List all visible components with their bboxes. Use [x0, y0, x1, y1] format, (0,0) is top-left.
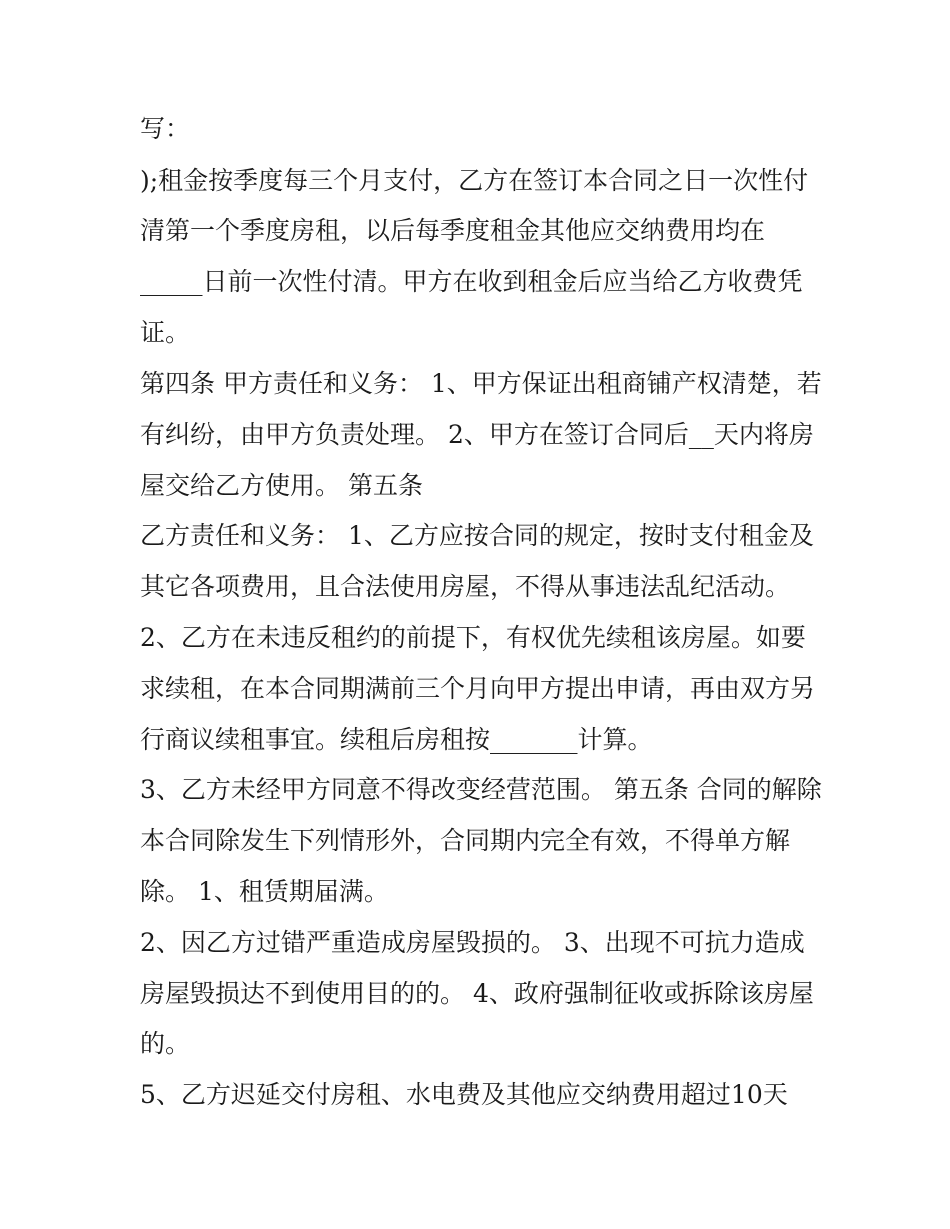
text-line: 的。 — [140, 1029, 191, 1058]
text-line: 本合同除发生下列情形外，合同期内完全有效，不得单方解 — [140, 826, 791, 855]
text-line: 5、乙方迟延交付房租、水电费及其他应交纳费用超过10天 — [140, 1080, 788, 1109]
text-line: 2、乙方在未违反租约的前提下，有权优先续租该房屋。如要 — [140, 623, 806, 652]
text-line: 证。 — [140, 318, 191, 347]
text-line: 除。 1、租赁期届满。 — [140, 877, 389, 906]
text-line: 乙方责任和义务： 1、乙方应按合同的规定，按时支付租金及 — [140, 521, 814, 550]
text-line: 2、因乙方过错严重造成房屋毁损的。 3、出现不可抗力造成 — [140, 928, 805, 957]
text-line: 求续租，在本合同期满前三个月向甲方提出申请，再由双方另 — [140, 674, 816, 703]
text-line: );租金按季度每三个月支付，乙方在签订本合同之日一次性付 — [140, 166, 809, 195]
text-line: 有纠纷，由甲方负责处理。 2、甲方在签订合同后__天内将房 — [140, 420, 814, 449]
text-line: 其它各项费用，且合法使用房屋，不得从事违法乱纪活动。 — [140, 572, 791, 601]
text-line: 3、乙方未经甲方同意不得改变经营范围。 第五条 合同的解除 — [140, 775, 822, 804]
text-line: 第四条 甲方责任和义务： 1、甲方保证出租商铺产权清楚，若 — [140, 369, 822, 398]
text-line: 行商议续租事宜。续租后房租按_______计算。 — [140, 725, 653, 754]
text-line: 写： — [140, 114, 191, 143]
text-line: 屋交给乙方使用。 第五条 — [140, 471, 423, 500]
text-line: _____日前一次性付清。甲方在收到租金后应当给乙方收费凭 — [140, 267, 803, 296]
text-line: 清第一个季度房租，以后每季度租金其他应交纳费用均在 — [140, 216, 766, 245]
text-line: 房屋毁损达不到使用目的的。 4、政府强制征收或拆除该房屋 — [140, 979, 814, 1008]
